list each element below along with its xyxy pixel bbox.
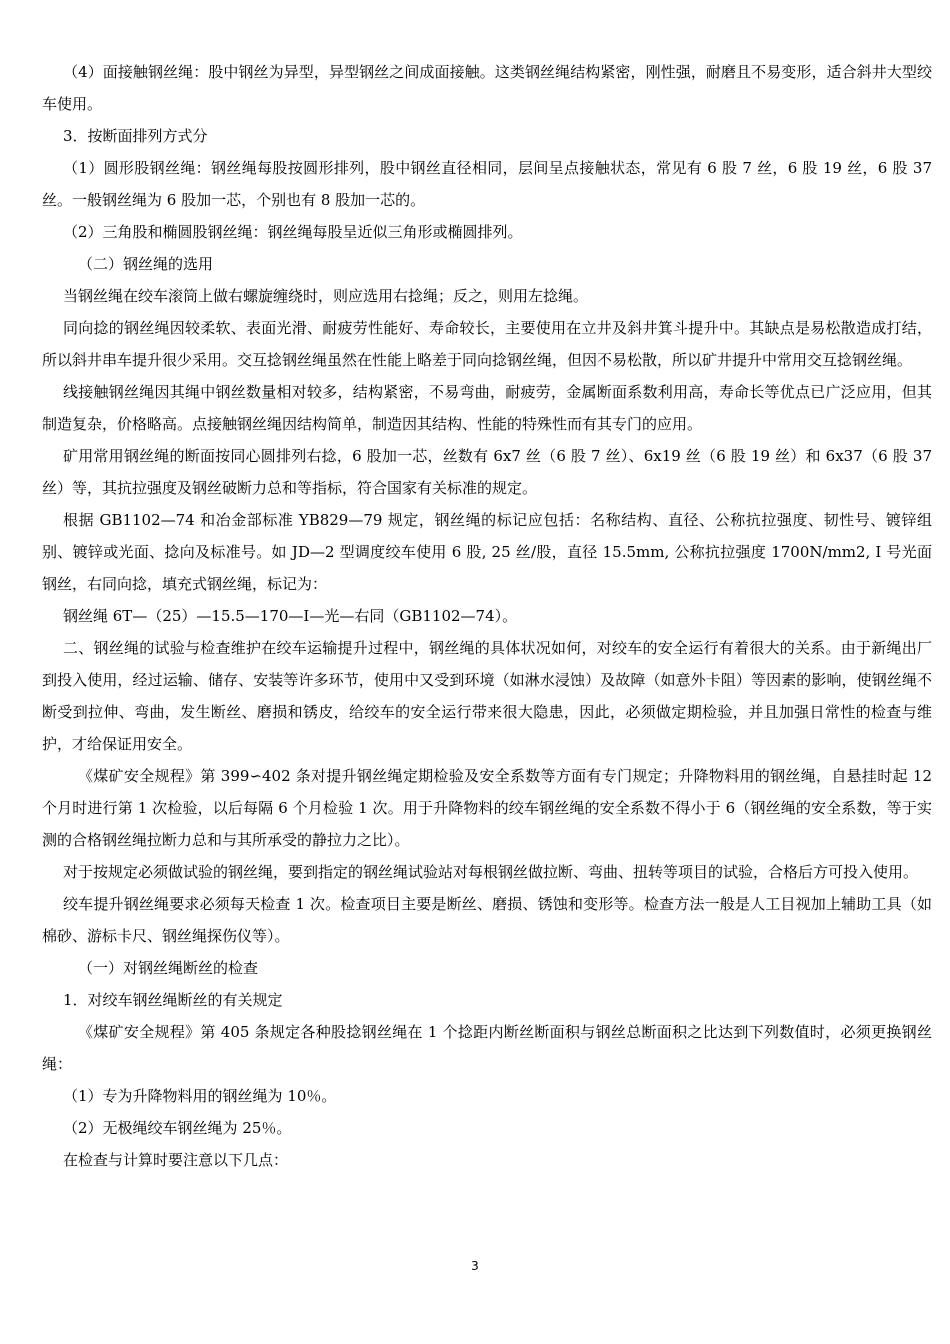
paragraph-line-contact-rope: 线接触钢丝绳因其绳中钢丝数量相对较多，结构紧密，不易弯曲，耐疲劳，金属断面系数利用高，寿命长等优点已广泛应用，但其制造复杂，价格略高。点接触钢丝绳因结构简单，制造因其结构、性能的特殊性而有其专门的应用。 [42, 383, 932, 433]
document-body [42, 56, 932, 1176]
paragraph-calculation-notes: 在检查与计算时要注意以下几点： [63, 1151, 289, 1169]
paragraph-mining-rope-section: 矿用常用钢丝绳的断面按同心圆排列右捻，6 股加一芯，丝数有 6x7 丝（6 股 7 丝）、6x19 丝（6 股 19 丝）和 6x37（6 股 37 丝）等，其抗拉强度及钢丝破断力总和等指标，符合国家有关标准的规定。 [42, 447, 932, 497]
paragraph-marking-example: 钢丝绳 6T—（25）—15.5—170—I—光—右同（GB1102—74）。 [63, 607, 518, 625]
heading-broken-wire-check: （一）对钢丝绳断丝的检查 [78, 959, 259, 977]
list-item-endless-rope: （2）无极绳绞车钢丝绳为 25％。 [63, 1119, 292, 1137]
paragraph-same-lay-rope: 同向捻的钢丝绳因较柔软、表面光滑、耐疲劳性能好、寿命较长，主要使用在立井及斜井箕斗提升中。其缺点是易松散造成打结，所以斜井串车提升很少采用。交互捻钢丝绳虽然在性能上略差于同向捻钢丝绳，但因不易松散，所以矿井提升中常用交互捻钢丝绳。 [42, 319, 932, 369]
paragraph-daily-inspection: 绞车提升钢丝绳要求必须每天检查 1 次。检查项目主要是断丝、磨损、锈蚀和变形等。检查方法一般是人工目视加上辅助工具（如棉砂、游标卡尺、钢丝绳探伤仪等）。 [42, 895, 932, 945]
heading-broken-wire-rules: 1．对绞车钢丝绳断丝的有关规定 [63, 991, 283, 1009]
paragraph-rope-marking: 根据 GB1102—74 和冶金部标准 YB829—79 规定，钢丝绳的标记应包括：名称结构、直径、公称抗拉强度、韧性号、镀锌组别、镀锌或光面、捻向及标准号。如 JD—2 型调度绞车使用 6 股, 25 丝/股，直径 15.5mm, 公称抗拉强度 1700N/mm2, I 号光面钢丝，右同向捻，填充式钢丝绳，标记为： [42, 511, 932, 593]
paragraph-required-testing: 对于按规定必须做试验的钢丝绳，要到指定的钢丝绳试验站对每根钢丝做拉断、弯曲、扭转等项目的试验，合格后方可投入使用。 [63, 863, 919, 881]
paragraph-round-strand-rope: （1）圆形股钢丝绳：钢丝绳每股按圆形排列，股中钢丝直径相同，层间呈点接触状态，常见有 6 股 7 丝，6 股 19 丝，6 股 37 丝。一般钢丝绳为 6 股加一芯，个别也有 8 股加一芯的。 [42, 159, 932, 209]
paragraph-safety-regulations: 《煤矿安全规程》第 399∽402 条对提升钢丝绳定期检验及安全系数等方面有专门规定；升降物料用的钢丝绳，自悬挂时起 12 个月时进行第 1 次检验，以后每隔 6 个月检验 1 次。用于升降物料的绞车钢丝绳的安全系数不得小于 6（钢丝绳的安全系数，等于实测的合格钢丝绳拉断力总和与其所承受的静拉力之比）。 [42, 767, 932, 849]
paragraph-lay-direction: 当钢丝绳在绞车滚筒上做右螺旋缠绕时，则应选用右捻绳；反之，则用左捻绳。 [63, 287, 589, 305]
paragraph-triangular-strand-rope: （2）三角股和椭圆股钢丝绳：钢丝绳每股呈近似三角形或椭圆排列。 [63, 223, 523, 241]
paragraph-testing-maintenance: 二、钢丝绳的试验与检查维护在绞车运输提升过程中，钢丝绳的具体状况如何，对绞车的安全运行有着很大的关系。由于新绳出厂到投入使用，经过运输、储存、安装等许多环节，使用中又受到环境（如淋水浸蚀）及故障（如意外卡阻）等因素的影响，使钢丝绳不断受到拉伸、弯曲，发生断丝、磨损和锈皮，给绞车的安全运行带来很大隐患，因此，必须做定期检验，并且加强日常性的检查与维护，才给保证用安全。 [42, 639, 932, 753]
heading-rope-selection: （二）钢丝绳的选用 [78, 255, 214, 273]
heading-by-section-arrangement: 3．按断面排列方式分 [63, 127, 208, 145]
paragraph-article-405: 《煤矿安全规程》第 405 条规定各种股捻钢丝绳在 1 个捻距内断丝断面积与钢丝总断面积之比达到下列数值时，必须更换钢丝绳： [42, 1023, 932, 1073]
page-number: 3 [471, 1259, 479, 1273]
paragraph-face-contact-rope: （4）面接触钢丝绳：股中钢丝为异型，异型钢丝之间成面接触。这类钢丝绳结构紧密，刚性强，耐磨且不易变形，适合斜井大型绞车使用。 [42, 63, 932, 113]
list-item-material-hoist: （1）专为升降物料用的钢丝绳为 10％。 [63, 1087, 337, 1105]
